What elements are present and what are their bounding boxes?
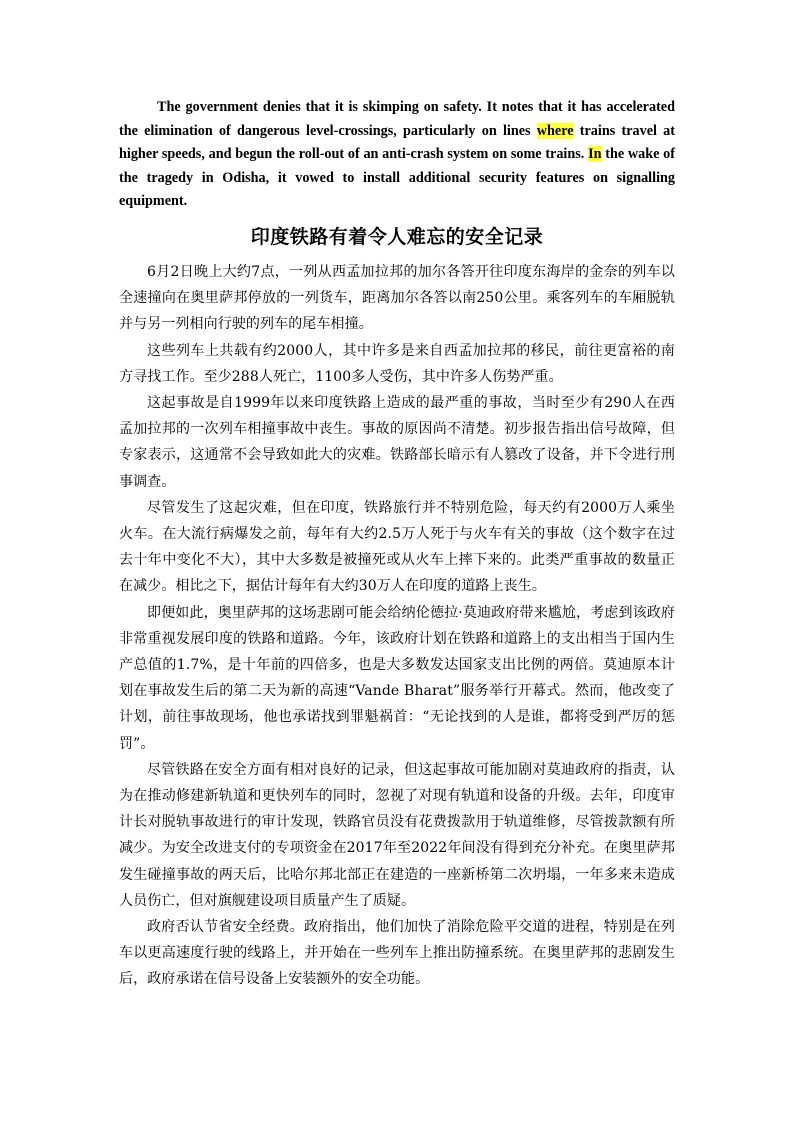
- english-text-part-1: The government denies that it is skimping on safety. It notes that it has accelerated the elimination of dangerous level-crossings, particularly on lines: [119, 99, 675, 139]
- highlighted-word-in: In: [588, 146, 602, 162]
- english-paragraph: [119, 96, 675, 214]
- article-title: 印度铁路有着令人难忘的安全记录: [250, 226, 544, 248]
- paragraph-1: 6月2日晚上大约7点，一列从西孟加拉邦的加尔各答开往印度东海岸的金奈的列车以全速撞向在奥里萨邦停放的一列货车，距离加尔各答以南250公里。乘客列车的车厢脱轨并与另一列相向行驶的列车的尾车相撞。: [119, 264, 675, 333]
- paragraph-2: 这些列车上共载有约2000人，其中许多是来自西孟加拉邦的移民，前往更富裕的南方寻找工作。至少288人死亡，1100多人受伤，其中许多人伤势严重。: [119, 342, 675, 385]
- english-text-part-3: the wake of the tragedy in Odisha, it vowed to install additional security features on signalling equipment.: [119, 146, 675, 209]
- paragraph-5: 即便如此，奥里萨邦的这场悲剧可能会给纳伦德拉·莫迪政府带来尴尬，考虑到该政府非常重视发展印度的铁路和道路。今年，该政府计划在铁路和道路上的支出相当于国内生产总值的1.7%，是十年前的四倍多，也是大多数发达国家支出比例的两倍。莫迪原本计划在事故发生后的第二天为新的高速“Vande Bharat”服务举行开幕式。然而，他改变了计划，前往事故现场，他也承诺找到罪魁祸首：“无论找到的人是谁，都将受到严厉的惩罚”。: [119, 604, 675, 752]
- paragraph-3: 这起事故是自1999年以来印度铁路上造成的最严重的事故，当时至少有290人在西孟加拉邦的一次列车相撞事故中丧生。事故的原因尚不清楚。初步报告指出信号故障，但专家表示，这通常不会导致如此大的灾难。铁路部长暗示有人篡改了设备，并下令进行刑事调查。: [119, 395, 675, 490]
- paragraph-6: 尽管铁路在安全方面有相对良好的记录，但这起事故可能加剧对莫迪政府的指责，认为在推动修建新轨道和更快列车的同时，忽视了对现有轨道和设备的升级。去年，印度审计长对脱轨事故进行的审计发现，铁路官员没有花费拨款用于轨道维修，尽管拨款额有所减少。为安全改进支付的专项资金在2017年至2022年间没有得到充分补充。在奥里萨邦发生碰撞事故的两天后，比哈尔邦北部正在建造的一座新桥第二次坍塌，一年多来未造成人员伤亡，但对旗舰建设项目质量产生了质疑。: [119, 761, 675, 909]
- paragraph-7: 政府否认节省安全经费。政府指出，他们加快了消除危险平交道的进程，特别是在列车以更高速度行驶的线路上，并开始在一些列车上推出防撞系统。在奥里萨邦的悲剧发生后，政府承诺在信号设备上安装额外的安全功能。: [119, 919, 675, 988]
- paragraph-4: 尽管发生了这起灾难，但在印度，铁路旅行并不特别危险，每天约有2000万人乘坐火车。在大流行病爆发之前，每年有大约2.5万人死于与火车有关的事故（这个数字在过去十年中变化不大），其中大多数是被撞死或从火车上摔下来的。此类严重事故的数量正在减少。相比之下，据估计每年有大约30万人在印度的道路上丧生。: [119, 499, 675, 595]
- article-body: [119, 259, 675, 993]
- english-text-part-2: trains travel at higher speeds, and begun the roll-out of an anti-crash system on some trains.: [119, 122, 675, 162]
- highlighted-word-where: where: [536, 122, 574, 139]
